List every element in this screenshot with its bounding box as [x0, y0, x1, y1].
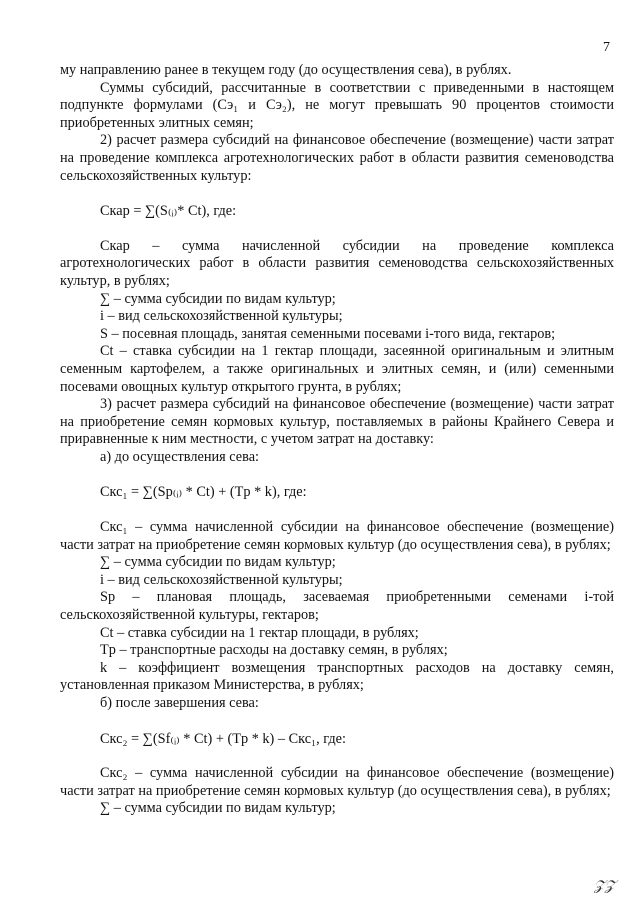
definition-item: i – вид сельскохозяйственной культуры;: [100, 571, 343, 588]
paragraph: 3) расчет размера субсидий на финансовое обеспечение (возмещение) части затрат на приобретение семян кормовых культур, поставляемых в районы Крайнего Севера и приравненные к ним местности, с учетом затрат на доставку:: [60, 396, 614, 448]
formula-cks2: Cкс₂ = ∑(Sf₍ᵢ₎ * Ct) + (Tp * k) – Cкс₁, где:: [100, 730, 346, 747]
formula-cks1: Cкс₁ = ∑(Sp₍ᵢ₎ * Ct) + (Tp * k), где:: [100, 484, 307, 501]
definition-item: i – вид сельскохозяйственной культуры;: [100, 308, 343, 325]
paragraph: Cкс₂ – сумма начисленной субсидии на финансовое обеспечение (возмещение) части затрат на приобретение семян кормовых культур (до осуществления сева), в рублях;: [60, 765, 614, 799]
paragraph: 2) расчет размера субсидий на финансовое обеспечение (возмещение) части затрат на проведение комплекса агротехнологических работ в области развития семеноводства сельскохозяйственных культур:: [60, 132, 614, 184]
definition-item: k – коэффициент возмещения транспортных расходов на доставку семян, установленная приказом Министерства, в рублях;: [60, 659, 614, 694]
definition-item: Tp – транспортные расходы на доставку семян, в рублях;: [100, 642, 448, 659]
formula-skar: Скар = ∑(S₍ᵢ₎* Ct), где:: [100, 203, 237, 220]
handwritten-mark: 𝒵𝒵: [594, 879, 616, 894]
paragraph: Суммы субсидий, рассчитанные в соответствии с приведенными в настоящем подпункте формулами (Сэ₁ и Сэ₂), не могут превышать 90 процентов стоимости приобретенных элитных семян;: [60, 79, 614, 131]
definition-item: Ct – ставка субсидии на 1 гектар площади, в рублях;: [100, 624, 419, 641]
paragraph: му направлению ранее в текущем году (до осуществления сева), в рублях.: [60, 62, 512, 78]
paragraph: б) после завершения сева:: [100, 695, 259, 711]
definition-item: ∑ – сумма субсидии по видам культур;: [100, 554, 336, 571]
page-number: 7: [603, 40, 610, 55]
page-body: [60, 62, 614, 818]
definition-item: S – посевная площадь, занятая семенными посевами i-того вида, гектаров;: [100, 325, 556, 342]
definition-item: Ct – ставка субсидии на 1 гектар площади, засеянной оригинальным и элитным семенным картофелем, а также оригинальных и элитных семян, и (или) семенными посевами овощных культур открытого грунта, в рублях;: [60, 343, 614, 395]
paragraph: Cкс₁ – сумма начисленной субсидии на финансовое обеспечение (возмещение) части затрат на приобретение семян кормовых культур (до осуществления сева), в рублях;: [60, 519, 614, 553]
paragraph: а) до осуществления сева:: [100, 448, 260, 465]
paragraph: Скар – сумма начисленной субсидии на проведение комплекса агротехнологических работ в области развития семеноводства сельскохозяйственных культур, в рублях;: [60, 237, 614, 289]
definition-item: ∑ – сумма субсидии по видам культур;: [100, 800, 336, 817]
definition-item: Sp – плановая площадь, засеваемая приобретенными семенами i-той сельскохозяйственной культуры, гектаров;: [60, 589, 614, 624]
definition-item: ∑ – сумма субсидии по видам культур;: [100, 290, 336, 307]
